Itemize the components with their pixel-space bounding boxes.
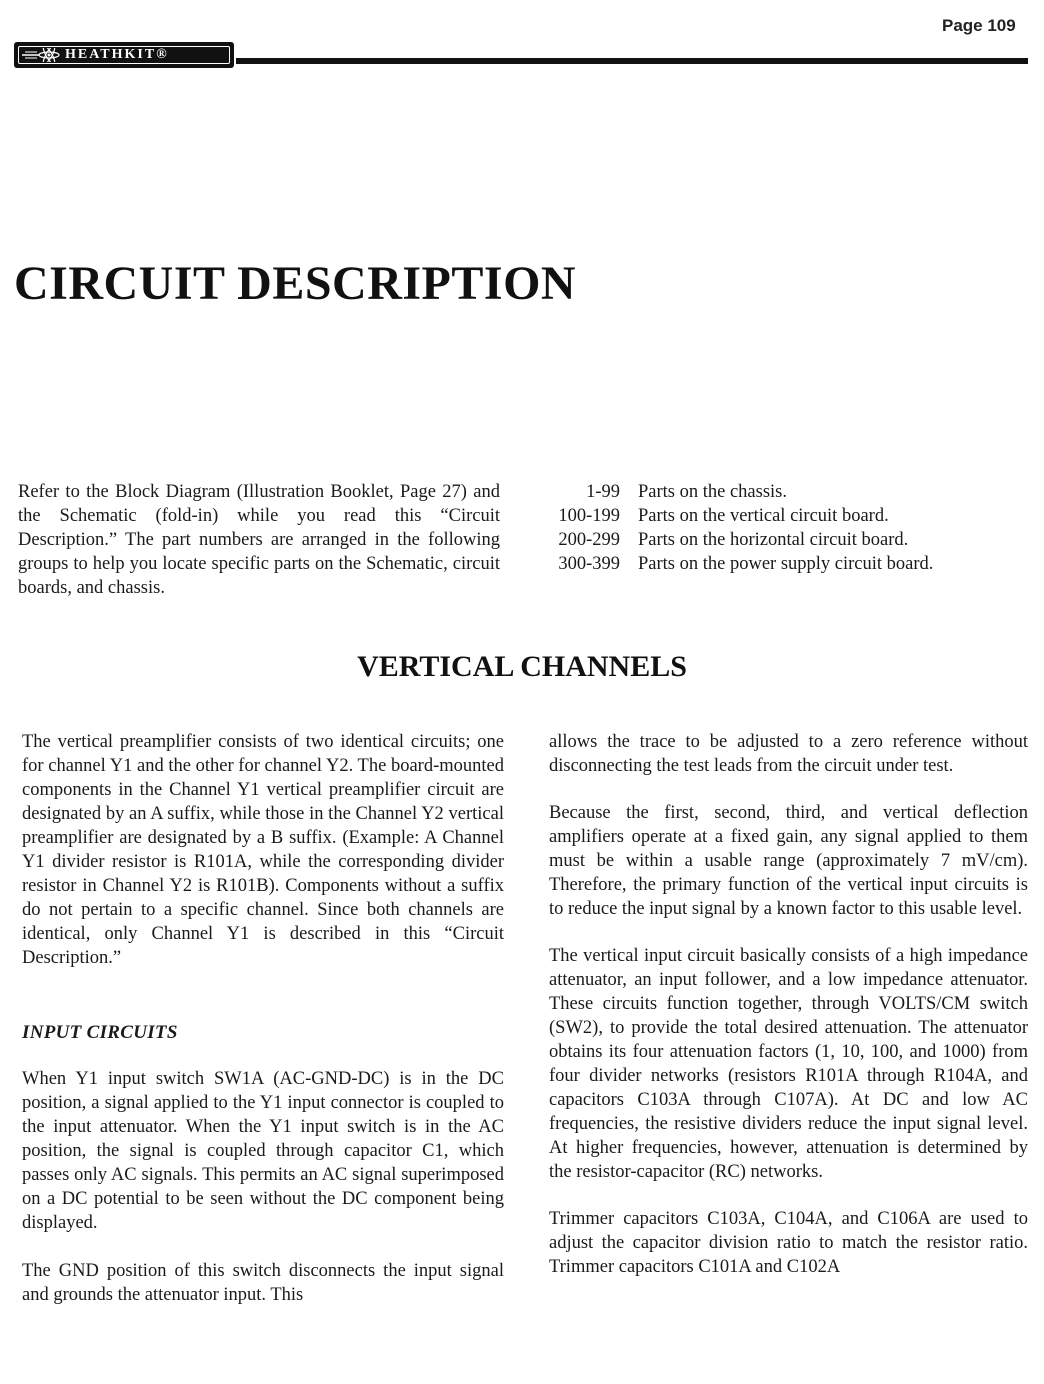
parts-range: 300-399 bbox=[558, 554, 620, 574]
paragraph: The vertical input circuit basically consists of a high impedance attenuator, an input follower, and a low impedance attenuator. These circuits function together, through VOLTS/CM switch (SW2), to provide the total desired attenuation. The attenuator obtains its four attenuation factors (1, 10, 100, and 1000) from four divider networks (resistors R101A through R104A, and capacitors C103A through C107A). At DC and low AC frequencies, the resistive dividers reduce the input signal level. At higher frequencies, however, attenuation is determined by the resistor-capacitor (RC) networks. bbox=[549, 946, 1028, 1182]
section-heading: VERTICAL CHANNELS bbox=[357, 650, 687, 683]
paragraph: Because the first, second, third, and vertical deflection amplifiers operate at a fixed gain, any signal applied to them must be within a usable range (approximately 7 mV/cm). Therefore, the primary function of the vertical input circuits is to reduce the input signal by a known factor to this usable level. bbox=[549, 803, 1028, 919]
atom-icon bbox=[21, 48, 63, 62]
parts-range: 1-99 bbox=[586, 482, 620, 502]
paragraph: The vertical preamplifier consists of two identical circuits; one for channel Y1 and the other for channel Y2. The board-mounted components in the Channel Y1 vertical preamplifier circuit are designated by an A suffix, while those in the Channel Y2 vertical preamplifier are designated by a B suffix. (Example: A Channel Y1 divider resistor is R101A, while the corresponding divider resistor in Channel Y2 is R101B). Components without a suffix do not pertain to a specific channel. Since both channels are identical, only Channel Y1 is described in this “Circuit Description.” bbox=[22, 732, 504, 968]
parts-row bbox=[540, 552, 1030, 576]
subheading-input-circuits: INPUT CIRCUITS bbox=[22, 1022, 178, 1043]
parts-row bbox=[540, 504, 1030, 528]
page-title: CIRCUIT DESCRIPTION bbox=[14, 257, 577, 310]
parts-description: Parts on the vertical circuit board. bbox=[638, 506, 889, 526]
parts-range: 100-199 bbox=[558, 506, 620, 526]
header-rule bbox=[236, 58, 1028, 64]
parts-row bbox=[540, 480, 1030, 504]
parts-description: Parts on the chassis. bbox=[638, 482, 788, 502]
parts-range: 200-299 bbox=[558, 530, 620, 550]
page-number: Page 109 bbox=[942, 16, 1016, 35]
paragraph: allows the trace to be adjusted to a zero reference without disconnecting the test leads from the circuit under test. bbox=[549, 732, 1028, 776]
parts-description: Parts on the power supply circuit board. bbox=[638, 554, 934, 574]
paragraph: Trimmer capacitors C103A, C104A, and C106A are used to adjust the capacitor division ratio to match the resistor ratio. Trimmer capacitors C101A and C102A bbox=[549, 1209, 1028, 1277]
intro-paragraph: Refer to the Block Diagram (Illustration Booklet, Page 27) and the Schematic (fold-in) while you read this “Circuit Description.” The part numbers are arranged in the following groups to help you locate specific parts on the Schematic, circuit boards, and chassis. bbox=[18, 482, 500, 598]
paragraph: The GND position of this switch disconnects the input signal and grounds the attenuator input. This bbox=[22, 1261, 504, 1305]
parts-row bbox=[540, 528, 1030, 552]
left-column bbox=[22, 730, 504, 1307]
parts-number-list bbox=[540, 480, 1030, 576]
right-column bbox=[549, 730, 1028, 1279]
paragraph: When Y1 input switch SW1A (AC-GND-DC) is in the DC position, a signal applied to the Y1 input connector is coupled to the input attenuator. When the Y1 input switch is in the AC position, the signal is coupled through capacitor C1, which passes only AC signals. This permits an AC signal superimposed on a DC potential to be seen without the DC component being displayed. bbox=[22, 1069, 504, 1233]
heathkit-logo bbox=[14, 42, 234, 68]
parts-description: Parts on the horizontal circuit board. bbox=[638, 530, 909, 550]
logo-text: HEATHKIT® bbox=[65, 47, 169, 62]
